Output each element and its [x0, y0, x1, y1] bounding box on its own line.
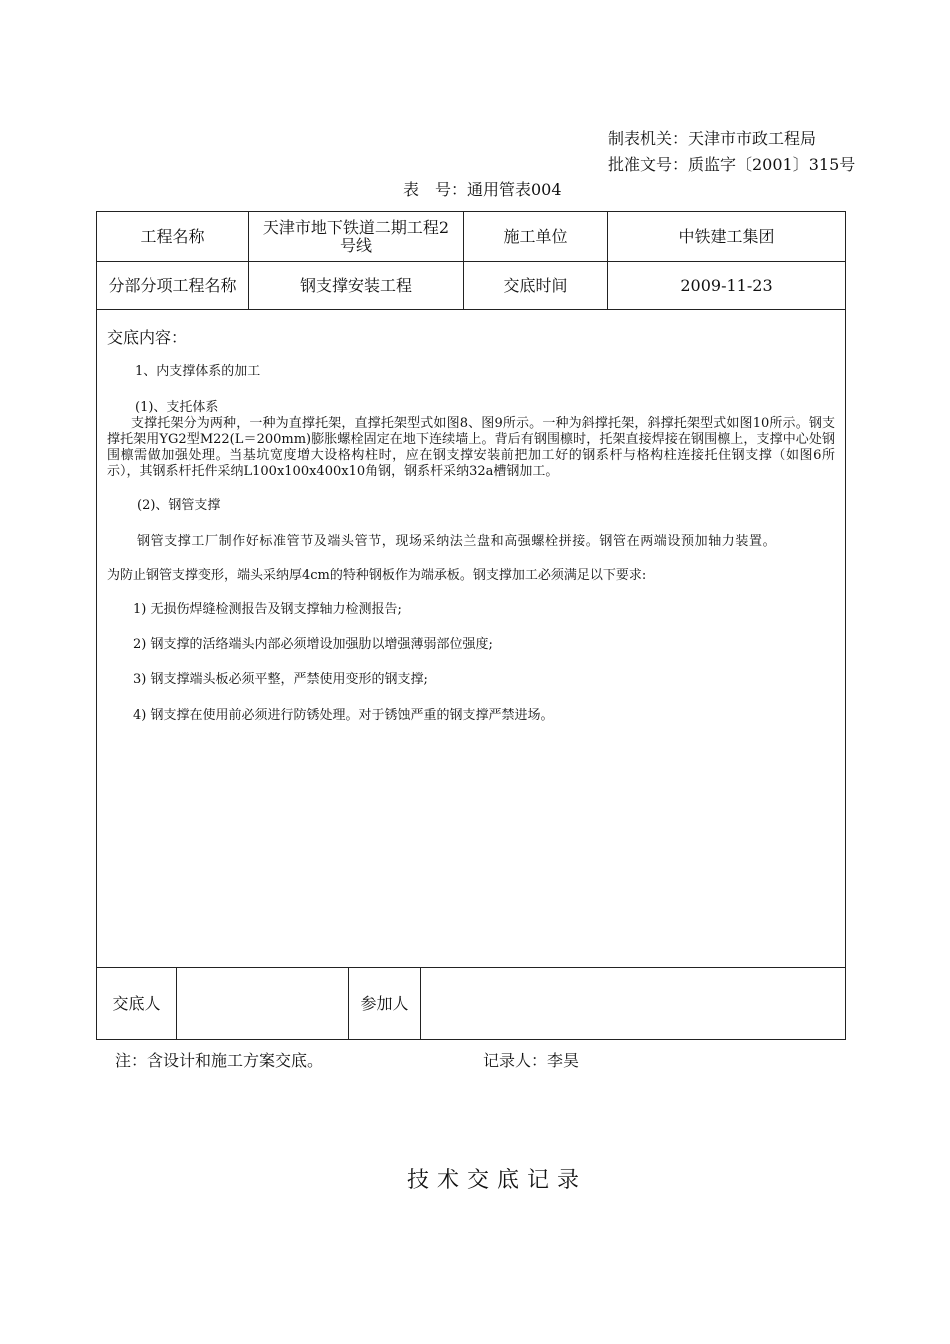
content-heading: 交底内容：	[107, 328, 188, 347]
row-divider	[97, 309, 845, 310]
footnote: 注：含设计和施工方案交底。	[115, 1051, 324, 1070]
approval-number: 批准文号：质监字〔2001〕315号	[608, 155, 856, 174]
contractor-label: 施工单位	[503, 226, 568, 246]
date-value: 2009-11-23	[680, 275, 773, 295]
section-1-1-title: (1)、支托体系	[135, 400, 219, 415]
section-1-2-line-1: 钢管支撑工厂制作好标准管节及端头管节，现场采纳法兰盘和高强螺栓拼接。钢管在两端设预加轴力装置。	[137, 534, 777, 549]
participant-label: 参加人	[360, 993, 409, 1013]
requirement-1: 1) 无损伤焊缝检测报告及钢支撑轴力检测报告;	[133, 602, 402, 617]
section-1-2-title: (2)、钢管支撑	[137, 498, 221, 513]
section-1-2-line-2: 为防止钢管支撑变形，端头采纳厚4cm的特种钢板作为端承板。钢支撑加工必须满足以下要求:	[107, 568, 647, 583]
contractor-value: 中铁建工集团	[678, 226, 775, 246]
section-1-1-body: 支撑托架分为两种，一种为直撑托架，直撑托架型式如图8、图9所示。一种为斜撑托架，斜撑托架型式如图10所示。钢支撑托架用YG2型M22(L＝200mm)膨胀螺栓固定在地下连续墙上。背后有钢围檩时，托架直接焊接在钢围檩上，支撑中心处钢围檩需做加强处理。当基坑宽度增大设格构柱时，应在钢支撑安装前把加工好的钢系杆与格构柱连接托住钢支撑（如图6所示），其钢系杆托件采纳L100x100x400x10角钢，钢系杆采纳32a槽钢加工。	[107, 416, 835, 479]
requirement-2: 2) 钢支撑的活络端头内部必须增设加强肋以增强薄弱部位强度;	[133, 637, 493, 652]
presenter-value	[177, 968, 348, 1039]
disclosure-table	[96, 211, 846, 1040]
form-number: 表 号：通用管表004	[403, 180, 562, 199]
section-1-title: 1、内支撑体系的加工	[135, 364, 261, 379]
project-name-label: 工程名称	[140, 226, 205, 246]
subproject-label: 分部分项工程名称	[108, 275, 237, 295]
requirement-3: 3) 钢支撑端头板必须平整，严禁使用变形的钢支撑;	[133, 672, 428, 687]
project-name-value: 天津市地下铁道二期工程2号线	[262, 217, 450, 255]
participant-value	[421, 968, 845, 1039]
subproject-value: 钢支撑安装工程	[299, 275, 412, 295]
recorder: 记录人：李昊	[483, 1051, 580, 1070]
issuing-authority: 制表机关：天津市市政工程局	[608, 129, 817, 148]
document-title: 技术交底记录	[407, 1168, 588, 1193]
date-label: 交底时间	[503, 275, 568, 295]
requirement-4: 4) 钢支撑在使用前必须进行防锈处理。对于锈蚀严重的钢支撑严禁进场。	[133, 708, 554, 723]
presenter-label: 交底人	[112, 993, 161, 1013]
